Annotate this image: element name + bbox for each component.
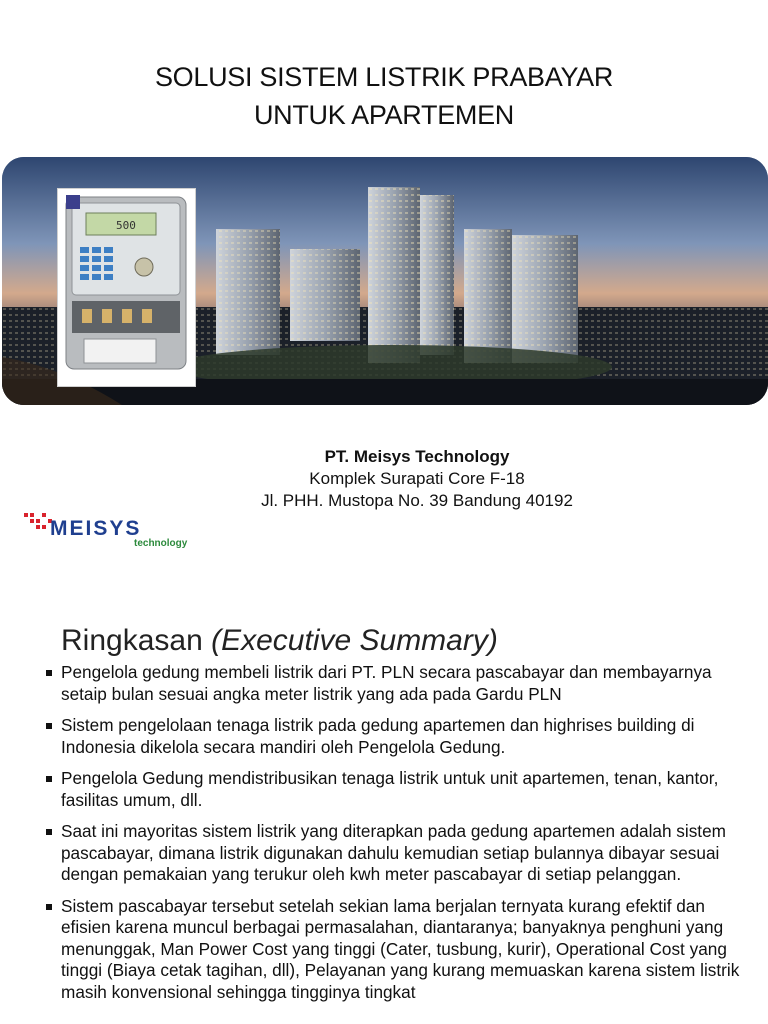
list-item	[46, 662, 758, 705]
list-item	[46, 768, 758, 811]
heading-text: Ringkasan	[61, 624, 203, 657]
bullet-text: Sistem pengelolaan tenaga listrik pada gedung apartemen dan highrises building di Indonesia dikelola secara mandiri oleh Pengelola Gedung.	[61, 715, 695, 757]
list-item	[46, 896, 758, 1004]
title-line-2: UNTUK APARTEMEN	[253, 100, 515, 130]
tower-4	[464, 229, 578, 363]
bullet-text: Pengelola Gedung mendistribusikan tenaga listrik untuk unit apartemen, tenan, kantor, fasilitas umum, dll.	[61, 768, 719, 810]
prepaid-meter-icon	[58, 189, 197, 388]
logo-main-text: MEISYS	[50, 517, 142, 540]
slide-title	[0, 58, 768, 134]
logo-sub-text: technology	[134, 538, 188, 549]
tower-2	[290, 249, 360, 341]
bullet-square-icon	[46, 776, 52, 782]
heading-italic-text: (Executive Summary)	[211, 624, 498, 657]
title-line-1: SOLUSI SISTEM LISTRIK PRABAYAR	[154, 62, 614, 92]
bullet-square-icon	[46, 670, 52, 676]
logo-dots	[24, 513, 52, 529]
kwh-meter-image	[57, 188, 196, 387]
bullet-square-icon	[46, 829, 52, 835]
company-info	[0, 446, 768, 512]
meisys-logo	[22, 509, 192, 549]
tower-1	[216, 229, 280, 355]
bullet-text: Pengelola gedung membeli listrik dari PT. PLN secara pascabayar dan membayarnya setaip bulan sesuai angka meter listrik yang ada pada Gardu PLN	[61, 662, 712, 704]
company-name: PT. Meisys Technology	[324, 447, 510, 466]
section-heading	[61, 622, 498, 660]
meisys-logo-mark	[22, 509, 192, 549]
list-item	[46, 821, 758, 886]
list-item	[46, 715, 758, 758]
summary-bullet-list	[46, 662, 758, 1013]
bullet-text: Saat ini mayoritas sistem listrik yang diterapkan pada gedung apartemen adalah sistem pascabayar, dimana listrik digunakan dahulu kemudian setiap bulannya dibayar sesuai dengan pemakaian yang terukur oleh kwh meter pascabayar di setiap pelanggan.	[61, 821, 726, 884]
bullet-text: Sistem pascabayar tersebut setelah sekian lama berjalan ternyata kurang efektif dan efisien karena muncul berbagai permasalahan, diantaranya; banyaknya penghuni yang menunggak, Man Power Cost yang tinggi (Cater, tusbung, kurir), Operational Cost yang tinggi (Biaya cetak tagihan, dll), Pelayanan yang kurang memuaskan karena sistem listrik masih konvensional sehingga tingginya tingkat	[61, 895, 740, 1002]
company-address-line-1: Komplek Surapati Core F-18	[309, 469, 525, 488]
bullet-square-icon	[46, 723, 52, 729]
bullet-square-icon	[46, 904, 52, 910]
tower-3	[368, 187, 454, 363]
meter-display-text: 500	[116, 219, 136, 232]
company-address-line-2: Jl. PHH. Mustopa No. 39 Bandung 40192	[261, 491, 573, 510]
